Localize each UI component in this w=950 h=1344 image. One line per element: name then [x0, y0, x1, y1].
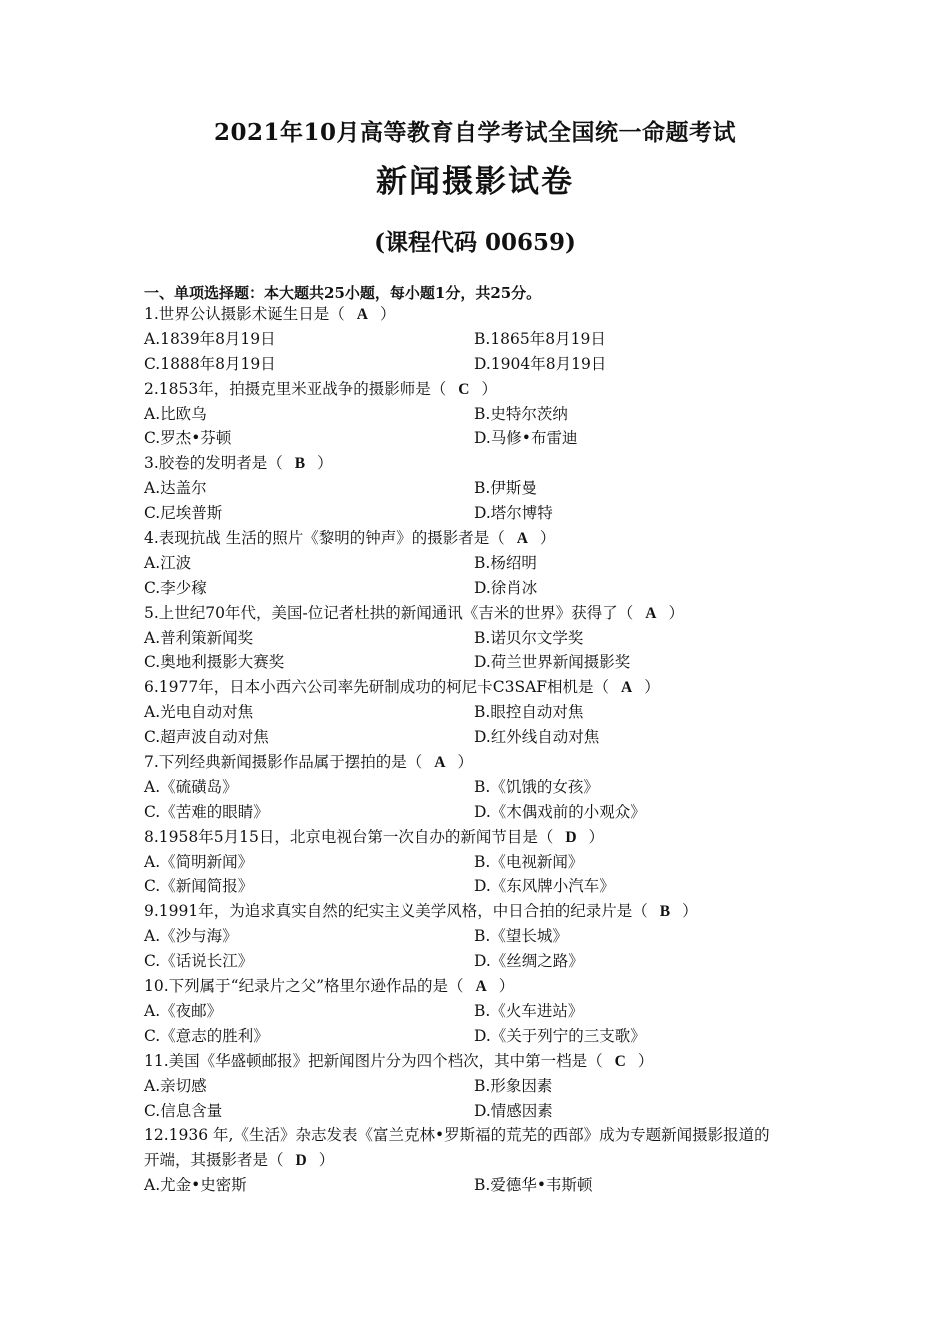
- question-stem: [144, 750, 824, 775]
- question-text: ）: [498, 977, 515, 996]
- option-a: A.普利策新闻奖: [144, 628, 254, 647]
- option-a: A.比欧乌: [144, 404, 207, 423]
- option-row: [144, 576, 824, 601]
- option-row: [144, 924, 824, 949]
- exam-header-line: 2021年10月高等教育自学考试全国统一命题考试: [213, 119, 737, 146]
- answer-mark: A: [356, 306, 368, 323]
- option-b: B.《饥饿的女孩》: [474, 777, 599, 796]
- question-stem: [144, 974, 824, 999]
- option-d: D.红外线自动对焦: [474, 728, 600, 747]
- option-c: C.信息含量: [144, 1101, 223, 1120]
- option-row: [144, 551, 824, 576]
- option-b: B.爱德华•韦斯顿: [474, 1176, 593, 1195]
- question-text: 9.1991年，为追求真实自然的纪实主义美学风格，中日合拍的纪录片是（: [144, 902, 648, 921]
- question-stem-continued: [144, 1148, 824, 1173]
- option-row: [144, 874, 824, 899]
- option-row: [144, 850, 824, 875]
- question-text: ）: [317, 454, 333, 473]
- option-a: A.光电自动对焦: [144, 703, 254, 722]
- option-row: [144, 700, 824, 725]
- question-stem: [144, 899, 824, 924]
- option-a: A.《简明新闻》: [144, 852, 254, 871]
- option-row: [144, 626, 824, 651]
- answer-mark: C: [458, 380, 470, 398]
- option-row: [144, 501, 824, 526]
- question-text: ）: [380, 305, 396, 323]
- option-c: C.1888年8月19日: [144, 354, 276, 373]
- answer-mark: A: [621, 679, 633, 697]
- option-row: [144, 725, 824, 750]
- option-c: C.《新闻简报》: [144, 877, 254, 896]
- question-text: 11.美国《华盛顿邮报》把新闻图片分为四个档次，其中第一档是（: [144, 1051, 603, 1070]
- option-row: [144, 1099, 824, 1124]
- option-b: B.《电视新闻》: [474, 852, 584, 871]
- option-b: B.杨绍明: [474, 553, 537, 572]
- option-row: [144, 476, 824, 501]
- option-d: D.塔尔博特: [474, 504, 553, 523]
- option-b: B.史特尔茨纳: [474, 404, 568, 423]
- option-row: [144, 1024, 824, 1049]
- question-text: ）: [644, 678, 660, 697]
- option-a: A.江波: [144, 553, 192, 572]
- option-row: [144, 949, 824, 974]
- option-row: [144, 999, 824, 1024]
- option-c: C.奥地利摄影大赛奖: [144, 653, 285, 672]
- option-d: D.徐肖冰: [474, 578, 538, 597]
- option-d: D.荷兰世界新闻摄影奖: [474, 653, 631, 672]
- answer-mark: D: [295, 1152, 307, 1170]
- course-code: (课程代码 00659): [374, 229, 576, 256]
- option-b: B.伊斯曼: [474, 479, 537, 498]
- question-text: ）: [588, 827, 605, 846]
- section-heading: 一、单项选择题：本大题共25小题，每小题1分，共25分。: [144, 284, 542, 302]
- question-text: 8.1958年5月15日，北京电视台第一次自办的新闻节目是（: [144, 827, 554, 846]
- question-stem: [144, 1123, 824, 1148]
- option-row: [144, 650, 824, 675]
- question-text: ）: [539, 529, 556, 548]
- answer-mark: B: [659, 903, 671, 921]
- option-d: D.情感因素: [474, 1101, 553, 1120]
- question-text: 2.1853年，拍摄克里米亚战争的摄影师是（: [144, 379, 447, 398]
- option-d: D.马修•布雷迪: [474, 429, 578, 448]
- option-b: B.诺贝尔文学奖: [474, 628, 584, 647]
- question-stem: [144, 1049, 824, 1074]
- option-a: A.《沙与海》: [144, 927, 238, 946]
- option-b: B.形象因素: [474, 1076, 553, 1095]
- answer-mark: A: [516, 530, 528, 548]
- option-a: A.《夜邮》: [144, 1001, 223, 1020]
- question-stem: [144, 675, 824, 700]
- question-text: ）: [481, 379, 497, 398]
- option-a: A.达盖尔: [144, 479, 207, 498]
- answer-mark: B: [294, 455, 306, 473]
- option-a: A.尤金•史密斯: [144, 1176, 247, 1195]
- question-text: 5.上世纪70年代，美国-位记者杜拱的新闻通讯《吉米的世界》获得了（: [144, 603, 634, 622]
- option-c: C.《话说长江》: [144, 952, 254, 971]
- exam-title: 新闻摄影试卷: [376, 164, 574, 200]
- question-stem: [144, 451, 824, 476]
- option-row: [144, 775, 824, 800]
- question-text: 12.1936 年,《生活》杂志发表《富兰克林•罗斯福的荒芜的西部》成为专题新闻摄影报道的: [144, 1126, 770, 1145]
- option-b: B.1865年8月19日: [474, 329, 606, 348]
- question-text: ）: [457, 753, 474, 772]
- question-stem: [144, 302, 824, 327]
- question-text: 6.1977年，日本小西六公司率先研制成功的柯尼卡C3SAF相机是（: [144, 678, 610, 697]
- option-row: [144, 1074, 824, 1099]
- option-c: C.罗杰•芬顿: [144, 429, 232, 448]
- option-c: C.李少稼: [144, 578, 207, 597]
- option-row: [144, 327, 824, 352]
- answer-mark: A: [475, 978, 487, 996]
- option-b: B.《望长城》: [474, 927, 568, 946]
- option-b: B.《火车进站》: [474, 1001, 584, 1020]
- question-text: 开端，其摄影者是（: [144, 1151, 284, 1170]
- question-text: 1.世界公认摄影术诞生日是（: [144, 305, 345, 323]
- option-b: B.眼控自动对焦: [474, 703, 584, 722]
- question-text: ）: [637, 1051, 654, 1070]
- option-c: C.尼埃普斯: [144, 504, 223, 523]
- option-d: D.《关于列宁的三支歌》: [474, 1026, 646, 1045]
- option-c: C.《意志的胜利》: [144, 1026, 269, 1045]
- option-c: C.《苦难的眼睛》: [144, 802, 269, 821]
- option-d: D.1904年8月19日: [474, 354, 607, 373]
- option-row: [144, 800, 824, 825]
- answer-mark: A: [434, 754, 446, 772]
- option-row: [144, 1173, 824, 1198]
- answer-mark: D: [565, 828, 577, 846]
- answer-mark: A: [645, 604, 657, 622]
- option-a: A.亲切感: [144, 1076, 207, 1095]
- question-list: [144, 302, 824, 1198]
- question-stem: [144, 825, 824, 850]
- option-a: A.《硫磺岛》: [144, 777, 238, 796]
- option-d: D.《丝绸之路》: [474, 952, 584, 971]
- option-d: D.《木偶戏前的小观众》: [474, 802, 646, 821]
- question-stem: [144, 526, 824, 551]
- question-text: ）: [318, 1151, 335, 1170]
- option-row: [144, 402, 824, 427]
- question-text: 4.表现抗战 生活的照片《黎明的钟声》的摄影者是（: [144, 529, 505, 548]
- option-a: A.1839年8月19日: [144, 329, 276, 348]
- question-text: 7.下列经典新闻摄影作品属于摆拍的是（: [144, 753, 423, 772]
- option-row: [144, 426, 824, 451]
- option-c: C.超声波自动对焦: [144, 728, 269, 747]
- option-row: [144, 352, 824, 377]
- question-text: 3.胶卷的发明者是（: [144, 454, 283, 473]
- option-d: D.《东风牌小汽车》: [474, 877, 615, 896]
- question-stem: [144, 601, 824, 626]
- question-stem: [144, 377, 824, 402]
- question-text: ）: [682, 902, 698, 921]
- question-text: ）: [668, 603, 684, 622]
- question-text: 10.下列属于“纪录片之父”格里尔逊作品的是（: [144, 977, 464, 996]
- answer-mark: C: [614, 1052, 626, 1070]
